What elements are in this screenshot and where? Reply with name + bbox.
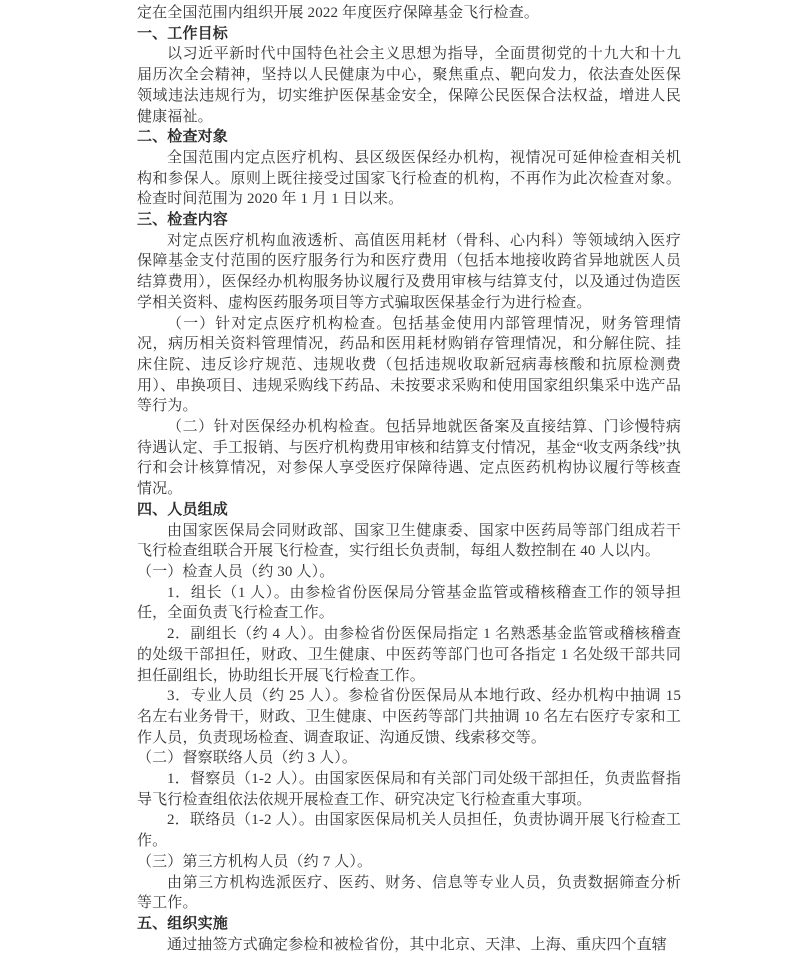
paragraph-work-goals: 以习近平新时代中国特色社会主义思想为指导，全面贯彻党的十九大和十九届历次全会精神，坚持以人民健康为中心，聚焦重点、靶向发力，依法查处医保领域违法违规行为，切实维护医保基金安全，保障公民医保合法权益，增进人民健康福祉。	[137, 46, 681, 125]
heading-section-1-work-goals: 一、工作目标	[137, 24, 228, 42]
heading-section-2-inspection-targets: 二、检查对象	[137, 128, 228, 146]
list-label-inspectors: （一）检查人员（约 30 人）。	[137, 563, 335, 580]
list-label-third-party: （三）第三方机构人员（约 7 人）。	[137, 853, 373, 870]
paragraph-overflow-intro: 定在全国范围内组织开展 2022 年度医疗保障基金飞行检查。	[137, 5, 540, 21]
paragraph-item-2-agency-inspection: （二）针对医保经办机构检查。包括异地就医备案及直接结算、门诊慢特病待遇认定、手工报销、与医疗机构费用审核和结算支付情况，基金“收支两条线”执行和会计核算情况，对参保人享受医疗保障待遇、定点医药机构协议履行等核查情况。	[137, 419, 681, 498]
heading-section-4-personnel: 四、人员组成	[137, 500, 228, 518]
paragraph-third-party: 由第三方机构选派医疗、医药、财务、信息等专业人员，负责数据筛查分析等工作。	[137, 874, 681, 912]
paragraph-professional-staff: 3．专业人员（约 25 人）。参检省份医保局从本地行政、经办机构中抽调 15 名左右业务骨干，财政、卫生健康、中医药等部门共抽调 10 名左右医疗专家和工作人员，负责现场检查、调查取证、沟通反馈、线索移交等。	[137, 688, 681, 746]
document-page	[137, 3, 681, 955]
list-label-supervision-liaison: （二）督察联络人员（约 3 人）。	[137, 750, 358, 767]
paragraph-personnel-overview: 由国家医保局会同财政部、国家卫生健康委、国家中医药局等部门组成若干飞行检查组联合开展飞行检查，实行组长负责制，每组人数控制在 40 人以内。	[137, 522, 681, 560]
paragraph-deputy-leader: 2．副组长（约 4 人）。由参检省份医保局指定 1 名熟悉基金监管或稽核稽查的处级干部担任，财政、卫生健康、中医药等部门也可各指定 1 名处级干部共同担任副组长，协助组长开展飞行检查工作。	[137, 626, 681, 684]
paragraph-team-leader: 1．组长（1 人）。由参检省份医保局分管基金监管或稽核稽查工作的领导担任，全面负责飞行检查工作。	[137, 584, 681, 622]
heading-section-5-implementation: 五、组织实施	[137, 914, 228, 932]
heading-section-3-inspection-content: 三、检查内容	[137, 211, 228, 229]
paragraph-item-1-medical-institutions: （一）针对定点医疗机构检查。包括基金使用内部管理情况，财务管理情况，病历相关资料管理情况，药品和医用耗材购销存管理情况，和分解住院、挂床住院、违反诊疗规范、违规收费（包括违规收取新冠病毒核酸和抗原检测费用）、串换项目、违规采购线下药品、未按要求采购和使用国家组织集采中选产品等行为。	[137, 315, 681, 415]
paragraph-supervisor: 1．督察员（1-2 人）。由国家医保局和有关部门司处级干部担任，负责监督指导飞行检查组依法依规开展检查工作、研究决定飞行检查重大事项。	[137, 771, 681, 808]
paragraph-implementation: 通过抽签方式确定参检和被检省份，其中北京、天津、上海、重庆四个直辖	[167, 936, 667, 953]
paragraph-inspection-content-overview: 对定点医疗机构血液透析、高值医用耗材（骨科、心内科）等领域纳入医疗保障基金支付范围的医疗服务行为和医疗费用（包括本地接收跨省异地就医人员结算费用），医保经办机构服务协议履行及费用审核与结算支付，以及通过伪造医学相关资料、虚构医药服务项目等方式骗取医保基金行为进行检查。	[137, 232, 681, 311]
paragraph-liaison: 2．联络员（1-2 人）。由国家医保局机关人员担任，负责协调开展飞行检查工作。	[137, 812, 681, 850]
paragraph-inspection-targets: 全国范围内定点医疗机构、县区级医保经办机构，视情况可延伸检查相关机构和参保人。原则上既往接受过国家飞行检查的机构，不再作为此次检查对象。检查时间范围为 2020 年 1 月 1 日以来。	[137, 149, 681, 208]
